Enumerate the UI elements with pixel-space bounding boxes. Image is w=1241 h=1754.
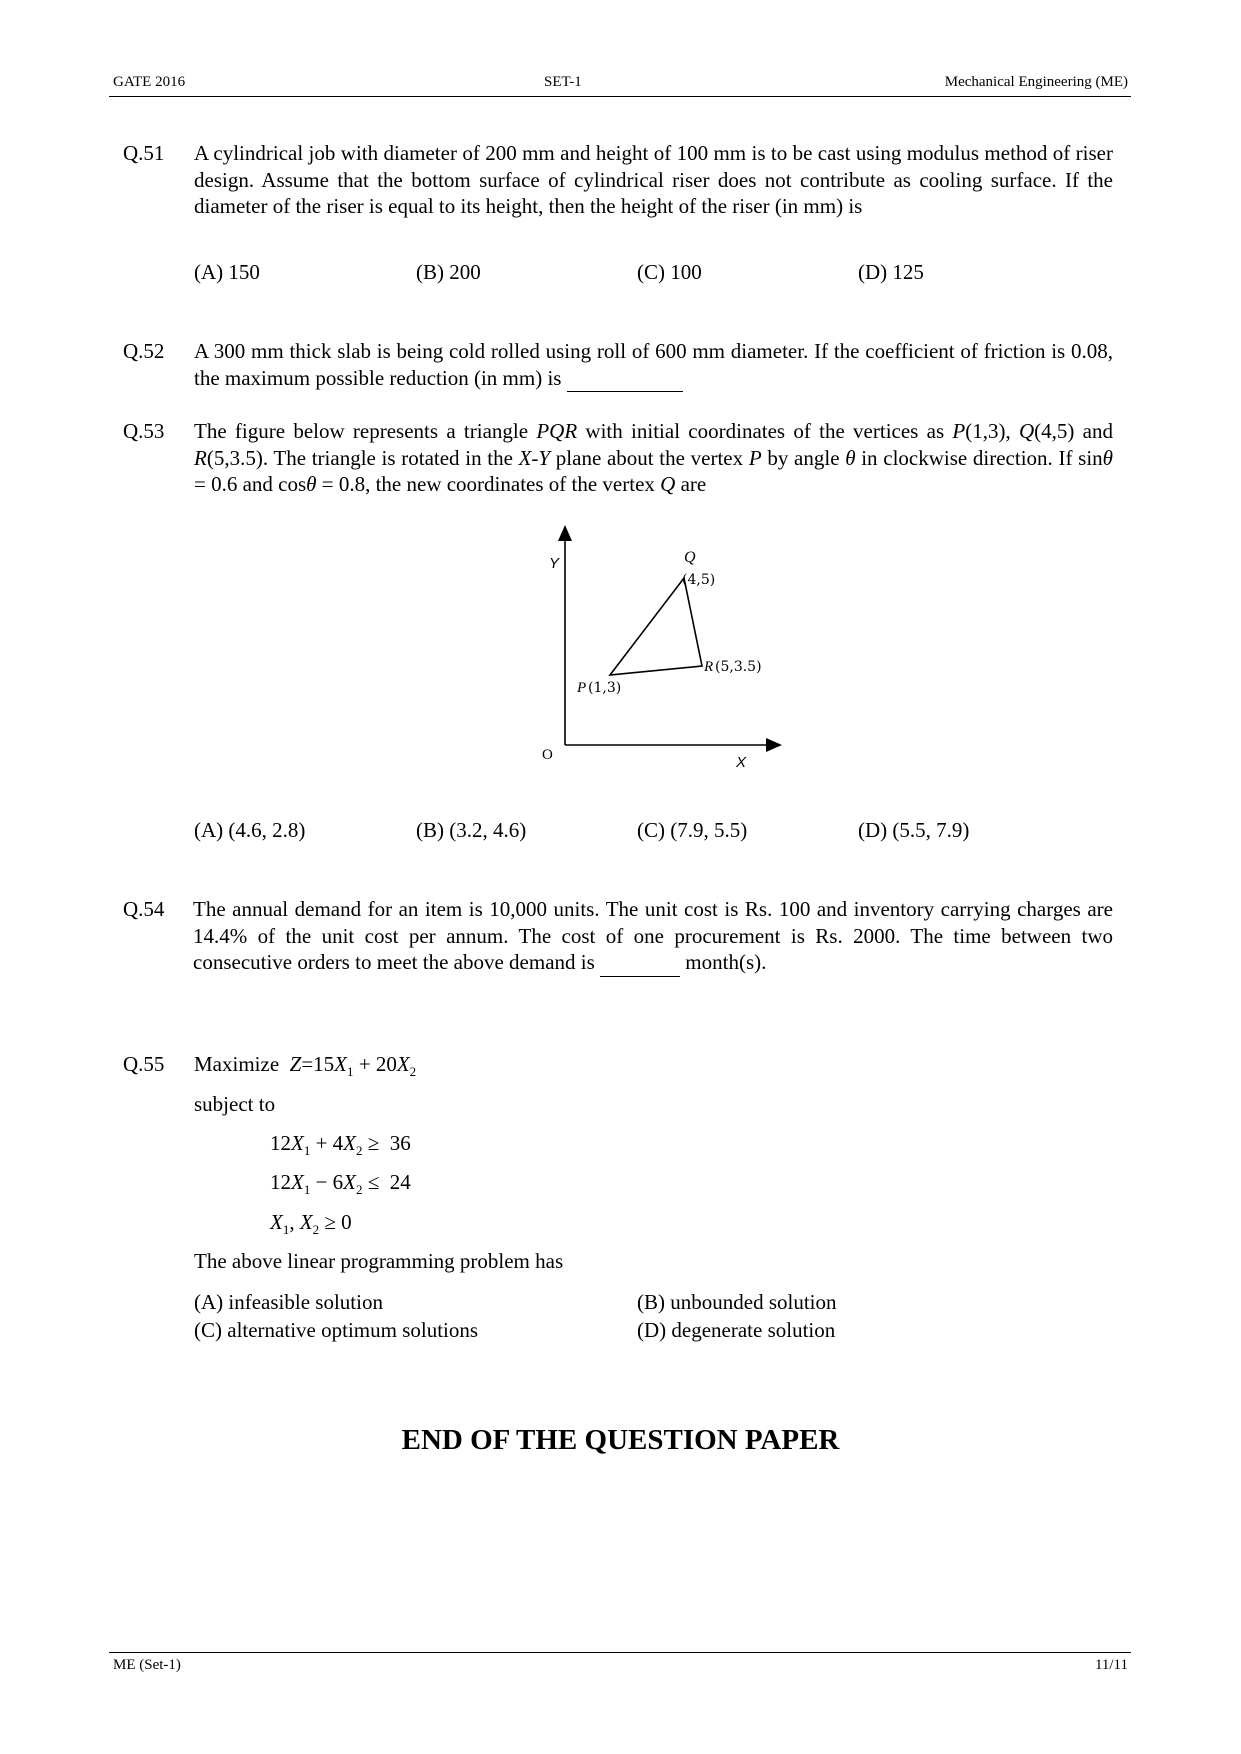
- constraint-2: $12X_1 - 6X_2 \le 24$: [270, 1170, 411, 1198]
- constraint-1: $12X_1 + 4X_2 \ge 36$: [270, 1131, 411, 1159]
- question-text-body: The annual demand for an item is 10,000 units. The unit cost is Rs. 100 and inventory carrying charges are 14.4% of the unit cost per annum. The cost of one procurement is Rs. 2000. The time between two consecutive orders to meet the above demand is: [193, 897, 1113, 974]
- question-text: The figure below represents a triangle PQR with initial coordinates of the vertices as P(1,3), Q(4,5) and R(5,3.5). The triangle is rotated in the X-Y plane about the vertex P by angle θ in clockwise direction. If sinθ = 0.6 and cosθ = 0.8, the new coordinates of the vertex Q are: [194, 419, 1113, 496]
- question-text: The annual demand for an item is 10,000 units. The unit cost is Rs. 100 and inventory carrying charges are 14.4% of the unit cost per annum. The cost of one procurement is Rs. 2000. The time between two consecutive orders to meet the above demand is month(s).: [193, 896, 1113, 977]
- question-number-55: Q.55: [123, 1052, 165, 1076]
- objective-function: Maximize $Z=15X_1 + 20X_2$: [194, 1052, 417, 1080]
- constraint-nonnegativity: $X_1$, $X_2 \ge 0$: [270, 1210, 352, 1238]
- option-a: (A) 150: [194, 260, 260, 284]
- option-d: (D) 125: [858, 260, 924, 284]
- end-of-paper-title: END OF THE QUESTION PAPER: [401, 1424, 840, 1456]
- subject-to-label: subject to: [194, 1092, 276, 1116]
- header-paper: Mechanical Engineering (ME): [944, 74, 1128, 90]
- footer-rule: [109, 1652, 1131, 1653]
- option-c: (C) alternative optimum solutions: [194, 1318, 479, 1342]
- question-51: [123, 140, 1113, 250]
- option-d: (D) (5.5, 7.9): [858, 818, 970, 842]
- question-number: Q.52: [123, 339, 165, 363]
- option-d: (D) degenerate solution: [637, 1318, 836, 1342]
- answer-blank: [600, 949, 680, 977]
- vertex-p-label: P: [577, 680, 587, 696]
- vertex-p-coord: (1,3): [588, 680, 622, 696]
- header-rule: [109, 96, 1131, 97]
- question-53: [123, 418, 1113, 502]
- answer-blank: [567, 365, 683, 393]
- question-text-body: A 300 mm thick slab is being cold rolled using roll of 600 mm diameter. If the coefficient of friction is 0.08, the maximum possible reduction (in mm) is: [194, 339, 1113, 390]
- x-axis-arrow: [766, 738, 782, 752]
- question-text: [194, 338, 1113, 392]
- vertex-r-label: R: [704, 659, 714, 675]
- footer-set: ME (Set-1): [113, 1657, 181, 1673]
- option-a: (A) (4.6, 2.8): [194, 818, 306, 842]
- vertex-r-coord: (5,3.5): [715, 659, 762, 675]
- option-b: (B) unbounded solution: [637, 1290, 837, 1314]
- y-axis-label: Y: [549, 555, 560, 572]
- header-set: SET-1: [544, 74, 582, 90]
- question-number: Q.51: [123, 141, 165, 165]
- triangle-figure: [520, 525, 790, 775]
- option-b: (B) 200: [416, 260, 481, 284]
- question-54: [123, 896, 1113, 980]
- header-exam: GATE 2016: [113, 74, 186, 90]
- option-b: (B) (3.2, 4.6): [416, 818, 527, 842]
- triangle-pqr: [610, 578, 702, 675]
- vertex-q-label: Q: [684, 549, 696, 566]
- option-a: (A) infeasible solution: [194, 1290, 383, 1314]
- question-52: [123, 338, 1113, 394]
- vertex-q-coord: (4,5): [682, 572, 716, 588]
- y-axis-arrow: [558, 525, 572, 541]
- question-text: A cylindrical job with diameter of 200 mm and height of 100 mm is to be cast using modulus method of riser design. Assume that the bottom surface of cylindrical riser does not contribute as cooling surface. If the diameter of the riser is equal to its height, then the height of the riser (in mm) is: [194, 141, 1113, 218]
- origin-label: O: [542, 747, 553, 763]
- option-c: (C) 100: [637, 260, 702, 284]
- x-axis-label: X: [736, 754, 747, 771]
- page-number: 11/11: [1094, 1657, 1128, 1673]
- question-number: Q.53: [123, 419, 165, 443]
- question-stem: The above linear programming problem has: [194, 1249, 564, 1273]
- option-c: (C) (7.9, 5.5): [637, 818, 748, 842]
- question-number: Q.54: [123, 897, 165, 921]
